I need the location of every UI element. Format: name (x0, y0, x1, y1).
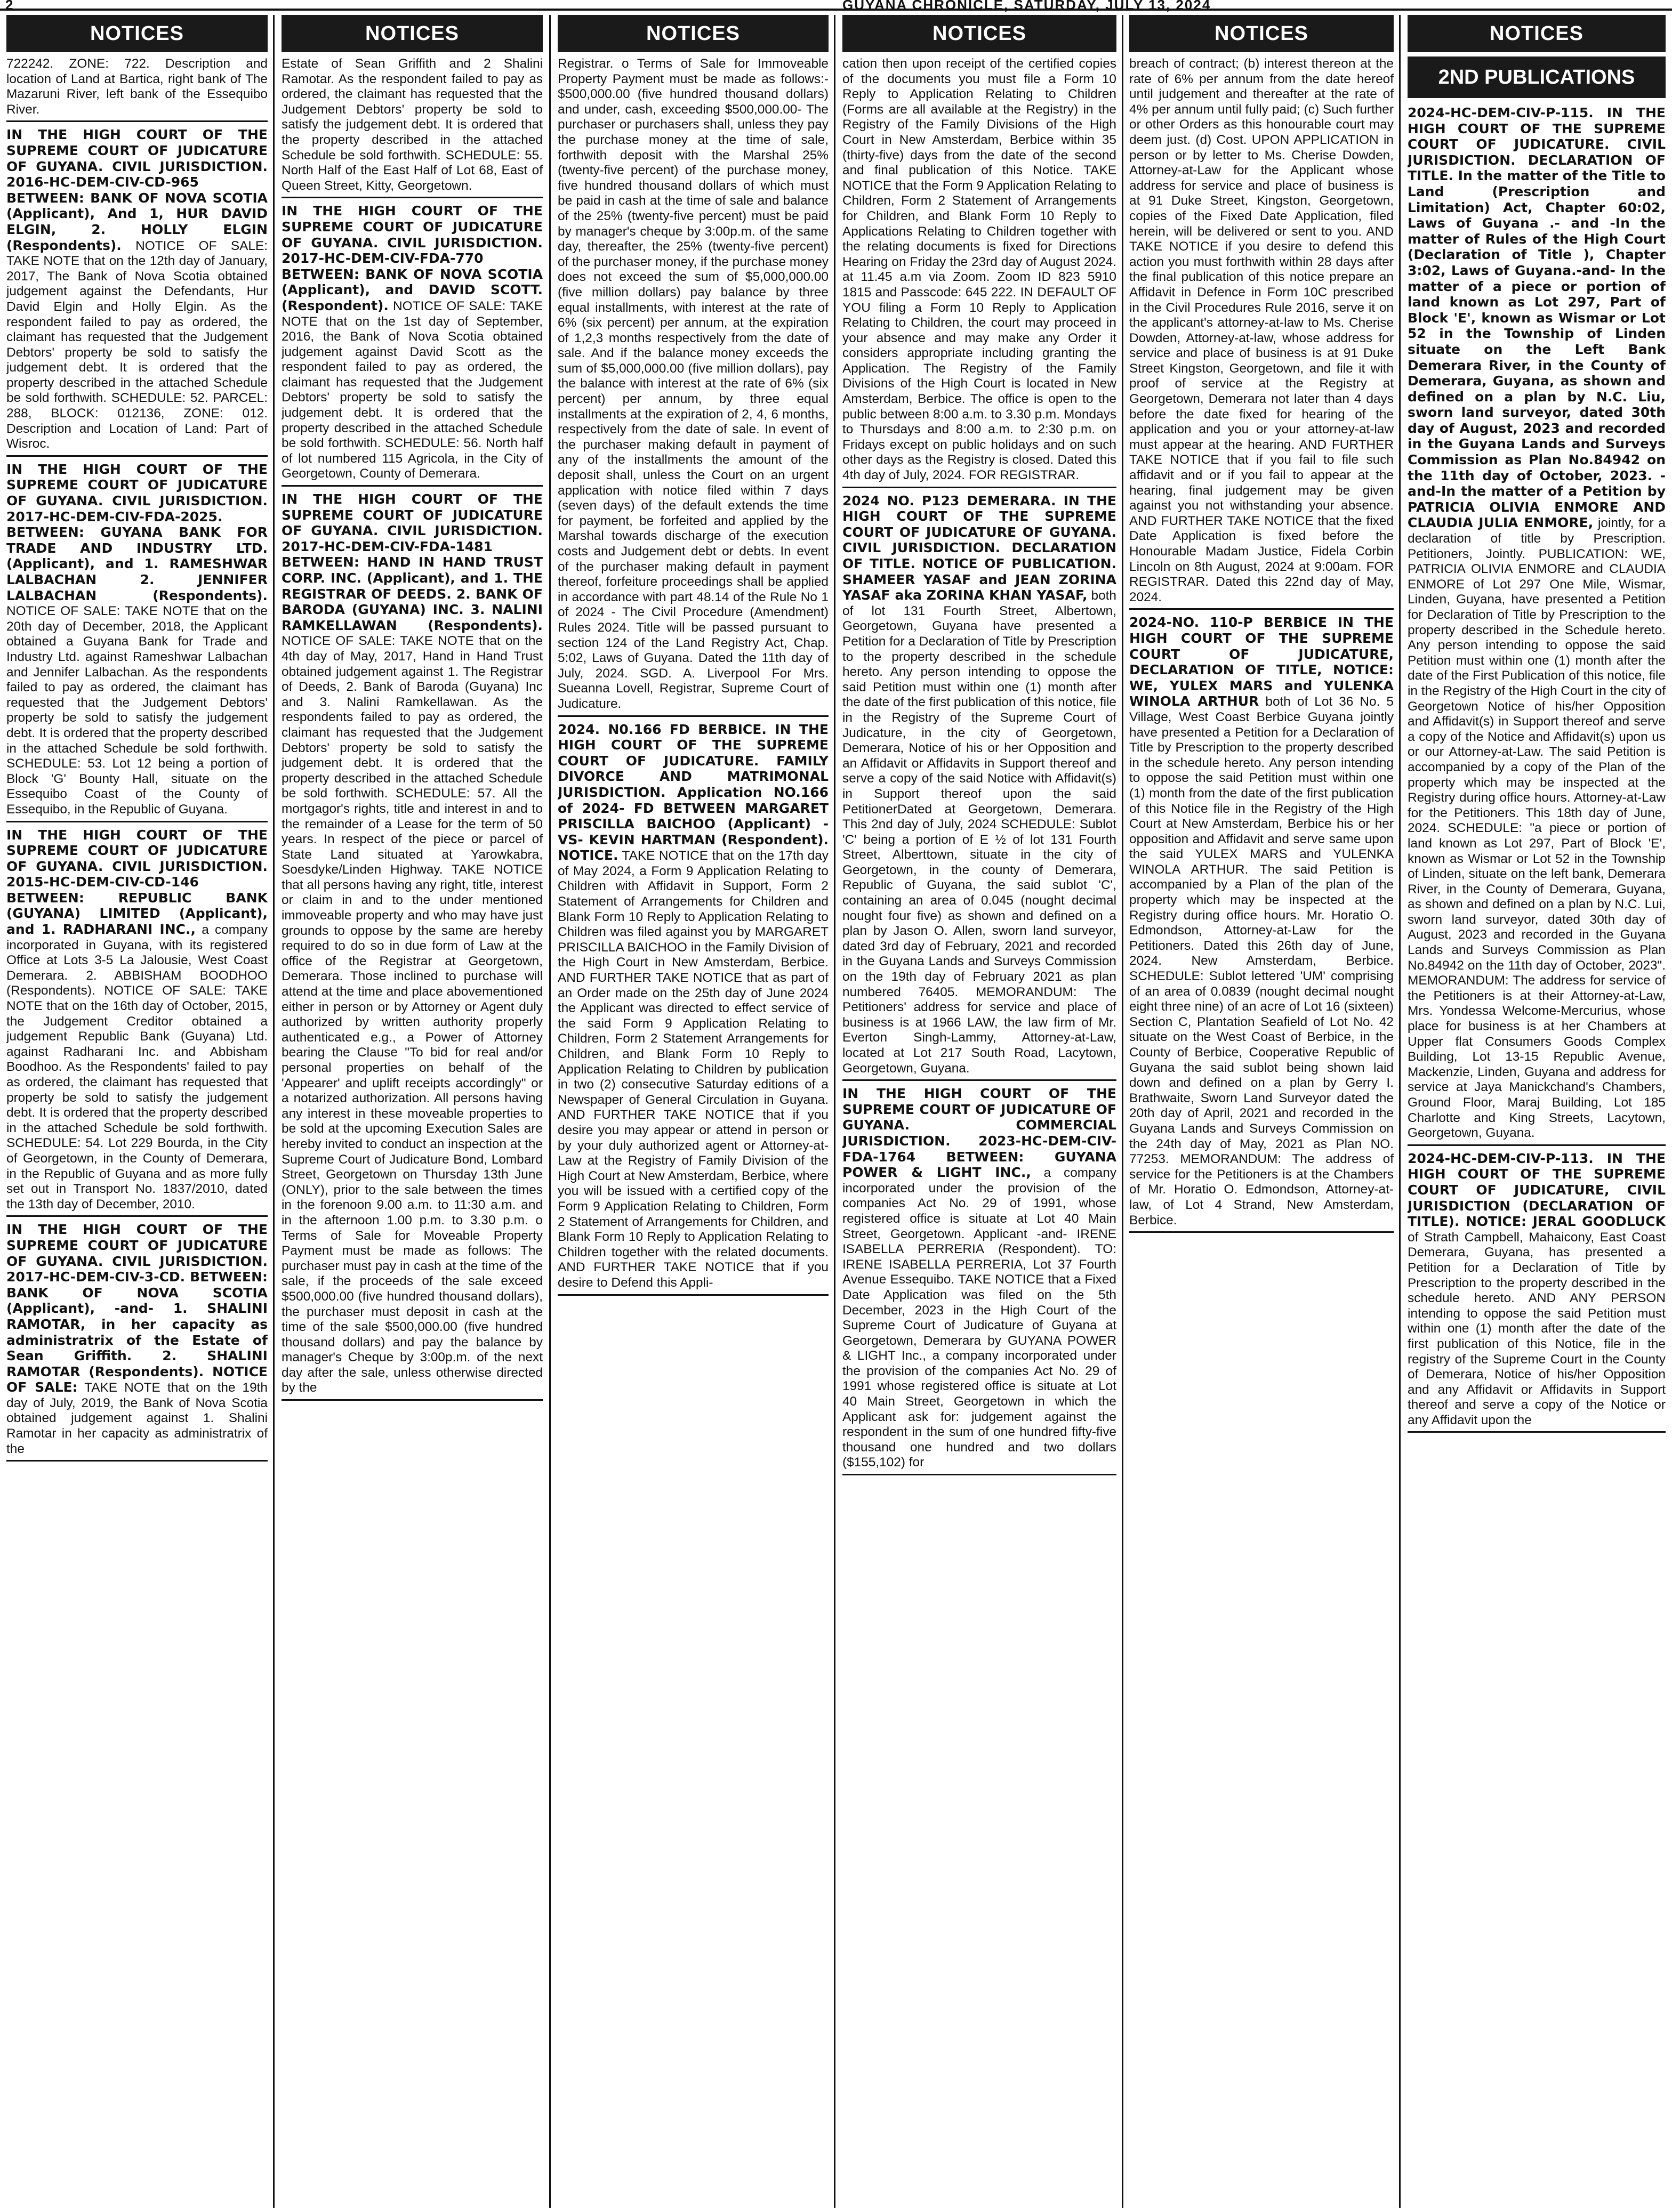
running-title: GUYANA CHRONICLE, SATURDAY, JULY 13, 2024 (842, 0, 1211, 13)
notice-body: a company incorporated under the provision of the companies Act No. 29 of 1991, whose registered office is situate at Lot 40 Main Street, Georgetown. Applicant -and- IRENE ISABELLA PERRERIA (Respondent). TO: IRENE ISABELLA PERRERIA, Lot 37 Fourth Avenue Essequibo. TAKE NOTICE that a Fixed Date Application was filed on the 5th December, 2023 in the High Court of the Supreme Court of Judicature of Guyana at Georgetown, Demerara by GUYANA POWER & LIGHT Inc., a company incorporated under the provision of the companies Act No. 29 of 1991 whose registered office is situate at Lot 40 Main Street, Georgetown in which the Applicant ask for: judgement against the respondent in the sum of one hundred fifty-five thousand one hundred and two dollars ($155,102) for (842, 1166, 1116, 1470)
notice-body: Estate of Sean Griffith and 2 Shalini Ramotar. As the respondent failed to pay as ordered, the claimant has requested that the Judgement Debtors' property be sold to satisfy the judgement debt. It is ordered that the property described in the attached Schedule be sold forthwith. SCHEDULE: 55. North Half of the East Half of Lot 68, East of Queen Street, Kitty, Georgetown. (282, 56, 543, 193)
notices-list (282, 56, 543, 1401)
notices-list (558, 56, 829, 1296)
notice-item (842, 494, 1116, 1081)
notice-body: TAKE NOTICE that on the 17th day of May 2024, a Form 9 Application Relating to Children with Affidavit in Support, Form 2 Statement of Arrangements for Children and Blank Form 10 Reply to Application Relating to Children was filed against you by MARGARET PRISCILLA BAICHOO in the Family Division of the High Court in New Amsterdam, Berbice. AND FURTHER TAKE NOTICE that as part of an Order made on the 25th day of June 2024 the Applicant was directed to effect service of the said Form 9 Application Relating to Children, Form 2 Statement Arrangements for Children, and Blank Form 10 Reply to Application Relating to Children by publication in two (2) consecutive Saturday editions of a Newspaper of General Circulation in Guyana. AND FURTHER TAKE NOTICE that if you desire you may appear or attend in person or by your duly authorized agent or Attorney-at-Law at the Registry of Family Division of the High Court at New Amsterdam, Berbice, where you will be issued with a certified copy of the Form 9 Application Relating to Children, Form 2 Statement of Arrangements for Children, and Blank Form 10 Reply to Application Relating to Children together with the related documents. AND FURTHER TAKE NOTICE that if you desire to Defend this Appli- (558, 849, 829, 1290)
notice-title: 2024-HC-DEM-CIV-P-115. IN THE HIGH COURT OF THE SUPREME COURT OF JUDICATURE. CIVIL JURISDICTION. DECLARATION OF TITLE. In the matter of the Title to Land (Prescription and Limitation) Act, Chapter 60:02, Laws of Guyana .- and -In the matter of Rules of the High Court (Declaration of Title ), Chapter 3:02, Laws of Guyana.-and- In the matter of a piece or portion of land known as Lot 297, Part of Block 'E', known as Wismar or Lot 52 in the Township of Linden situate on the Left Bank Demerara River, in the County of Demerara, Guyana, as shown and defined on a plan by N.C. Liu, sworn land surveyor, dated 30th day of August, 2023 and recorded in the Guyana Lands and Surveys Commission as Plan No.84942 on the 11th day of October, 2023. -and-In the matter of a Petition by PATRICIA OLIVIA ENMORE AND CLAUDIA JULIA ENMORE, (1408, 105, 1666, 531)
notice-body: breach of contract; (b) interest thereon at the rate of 6% per annum from the date hereof until judgement and thereafter at the rate of 4% per annum until fully paid; (c) Such further or other Orders as this honourable court may deem just. (d) Cost. UPON APPLICATION in person or by letter to Ms. Cherise Dowden, Attorney-at-Law for the Applicant whose address for service and place of business is at 91 Duke Street, Kingston, Georgetown, copies of the Fixed Date Application, filed herein, will be delivered or sent to you. AND TAKE NOTICE if you desire to defend this action you must forthwith within 28 days after the final publication of this notice prepare an Affidavit in Defence in Form 10C prescribed in the Civil Procedures Rule 2016, serve it on the applicant's attorney-at-law to Ms. Cherise Dowden, Attorney-at-law, whose address for service and place of business is at 91 Duke Street Kingston, Georgetown, and file it with proof of service at the Registry at Georgetown, Demerara not later than 4 days before the date fixed for hearing of the application and you or your attorney-at-law must appear at the hearing. AND FURTHER TAKE NOTICE that if you fail to file such affidavit and or if you fail to appear at the hearing, final judgement may be given against you not withstanding your absence. AND FURTHER TAKE NOTICE that the fixed Date Application is fixed before the Honourable Madam Justice, Fidela Corbin Lincoln on 8th August, 2024 at 9:00am. FOR REGISTRAR. Dated this 22nd day of May, 2024. (1129, 56, 1394, 604)
column-divider (1122, 15, 1123, 2208)
notice-item (558, 56, 829, 717)
notice-title: IN THE HIGH COURT OF THE SUPREME COURT OF JUDICATURE OF GUYANA. COMMERCIAL JURISDICTION. 2023-HC-DEM-CIV-FDA-1764 BETWEEN: GUYANA POWER & LIGHT INC., (842, 1086, 1116, 1181)
notice-title: 2024. N0.166 FD BERBICE. IN THE HIGH COURT OF THE SUPREME COURT OF JUDICATURE. FAMILY DIVORCE AND MATRIMONAL JURISDICTION. Application NO.166 of 2024- FD BETWEEN MARGARET PRISCILLA BAICHOO (Applicant) -VS- KEVIN HARTMAN (Respondent). NOTICE. (558, 721, 829, 863)
notice-item (6, 1222, 268, 1462)
notice-body: NOTICE OF SALE: TAKE NOTE that on the 20th day of December, 2018, the Applicant obtained a Guyana Bank for Trade and Industry Ltd. against Rameshwar Lalbachan and Jennifer Lalbachan. As the respondents failed to pay as ordered, the claimant has requested that the Judgement Debtors' property be sold to satisfy the judgement debt. It is ordered that the property described in the attached Schedule be sold forthwith. SCHEDULE: 53. Lot 12 being a portion of Block 'G' Bounty Hall, situate on the Essequibo Coast of the County of Essequibo, in the Republic of Guyana. (6, 604, 268, 817)
notice-title: IN THE HIGH COURT OF THE SUPREME COURT OF JUDICATURE OF GUYANA. CIVIL JURISDICTION. 2017-HC-DEM-CIV-FDA-1481 BETWEEN: HAND IN HAND TRUST CORP. INC. (Applicant), and 1. THE REGISTRAR OF DEEDS. 2. BANK OF BARODA (GUYANA) INC. 3. NALINI RAMKELLAWAN (Respondents). (282, 491, 543, 633)
notice-item (282, 204, 543, 487)
column-header: NOTICES (1408, 15, 1666, 52)
notice-item (282, 492, 543, 1401)
second-publications-banner: 2ND PUBLICATIONS (1408, 56, 1666, 98)
notice-title: IN THE HIGH COURT OF THE SUPREME COURT OF JUDICATURE OF GUYANA. CIVIL JURISDICTION. 2017-HC-DEM-CIV-FDA-770 BETWEEN: BANK OF NOVA SCOTIA (Applicant), and DAVID SCOTT. (Respondent). (282, 203, 543, 313)
notice-item (842, 1086, 1116, 1475)
column-divider (273, 15, 275, 2208)
notice-body: NOTICE OF SALE: TAKE NOTE that on the 12th day of January, 2017, The Bank of Nova Scotia obtained judgement against the Defendants, Hur David Elgin and Holly Elgin. As the respondent failed to pay as ordered, the claimant has requested that the Judgement Debtors' property be sold to satisfy the judgement debt. It is ordered that the property described in the attached Schedule be sold forthwith. SCHEDULE: 52. PARCEL: 288, BLOCK: 012136, ZONE: 012. Description and Location of Land: Part of Wisroc. (6, 238, 268, 451)
notice-item (6, 462, 268, 822)
column-header: NOTICES (558, 15, 829, 52)
notice-body: both of Lot 36 No. 5 Village, West Coast Berbice Guyana jointly have presented a Petition for a Declaration of Title by Prescription to the property described in the schedule hereto. Any person intending to oppose the said Petition must within one (1) month from the date of the first publication of this Notice file in the Registry of the High Court at New Amsterdam, Berbice his or her opposition and Affidavit and serve same upon the said YULEX MARS and YULENKA WINOLA ARTHUR. The said Petition is accompanied by a Plan of the plan of the property which may be inspected at the Registry during office hours. Mr. Horatio O. Edmondson, Attorney-at-Law for the Petitioners. Dated this 26th day of June, 2024. New Amsterdam, Berbice. SCHEDULE: Sublot lettered 'UM' comprising of an area of 0.0839 (nought decimal nought eight three nine) of an acre of Lot 16 (sixteen) Section C, Plantation Seafield of Lot No. 42 situate on the West Coast of Berbice, in the County of Berbice, Cooperative Republic of Guyana the said sublot being shown laid down and defined on a plan by Gerry I. Brathwaite, Sworn Land Surveyor dated the 20th day of April, 2021 and recorded in the Guyana Lands and Surveys Commission on the 24th day of May, 2021 as Plan NO. 77253. MEMORANDUM: The address of service for the Petitioners is at the Chambers of Mr. Horatio O. Edmondson, Attorney-at-law, of Lot 4 Strand, New Amsterdam, Berbice. (1129, 695, 1394, 1228)
column-4 (842, 15, 1116, 2208)
notice-item (282, 56, 543, 198)
notices-list (842, 56, 1116, 1475)
notice-item (1408, 106, 1666, 1146)
notice-body: cation then upon receipt of the certified copies of the documents you must file a Form 10 Reply to Application Relating to Children (Forms are all available at the Registry) in the Registry of the Family Divisions of the High Court in New Amsterdam, Berbice within 35 (thirty-five) days from the date of the second and final publication of this Notice. TAKE NOTICE that the Form 9 Application Relating to Children, Form 2 Statement of Arrangements for Children, and Blank Form 10 Reply to Applications Relating to Children together with the relating documents is fixed for Directions Hearing on Friday the 23rd day of August 2024. at 11.45 a.m via Zoom. Zoom ID 823 5910 1815 and Passcode: 645 222. IN DEFAULT OF YOU filing a Form 10 Reply to Application Relating to Children, the court may proceed in your absence and may make any Order it considers appropriate including granting the Application. The Registry of the Family Divisions of the High Court is located in New Amsterdam, Berbice. The office is open to the public between 8:00 a.m. to 3.30 p.m. Mondays to Thursdays and 8:00 a.m. to 2:30 p.m. on Fridays except on public holidays and on such other days as the Registry is closed. Dated this 4th day of July, 2024. FOR REGISTRAR. (842, 56, 1116, 483)
column-6 (1408, 15, 1666, 2208)
page-number: 2 (5, 0, 13, 13)
column-header: NOTICES (282, 15, 543, 52)
notices-list (6, 56, 268, 1462)
notice-title: IN THE HIGH COURT OF THE SUPREME COURT OF JUDICATURE OF GUYANA. CIVIL JURISDICTION. 2017-HC-DEM-CIV-FDA-2025. BETWEEN: GUYANA BANK FOR TRADE AND INDUSTRY LTD. (Applicant), and 1. RAMESHWAR LALBACHAN 2. JENNIFER LALBACHAN (Respondents). (6, 461, 268, 603)
notice-title: 2024-NO. 110-P BERBICE IN THE HIGH COURT OF THE SUPREME COURT OF JUDICATURE, DECLARATION OF TITLE, NOTICE: WE, YULEX MARS and YULENKA WINOLA ARTHUR (1129, 615, 1394, 709)
notices-list (1408, 106, 1666, 1433)
notice-item (6, 127, 268, 456)
notice-body: NOTICE OF SALE: TAKE NOTE that on the 1st day of September, 2016, the Bank of Nova Scotia obtained judgement against David Scott as the respondent failed to pay as ordered, the claimant has requested that the Judgement Debtors' property be sold to satisfy the judgement debt. It is ordered that the property described in the attached Schedule be sold forthwith. SCHEDULE: 56. North half of lot numbered 115 Agricola, in the City of Georgetown, County of Demerara. (282, 298, 543, 481)
notices-list (1129, 56, 1394, 1233)
notice-body: a company incorporated in Guyana, with its registered Office at Lots 3-5 La Jalousie, West Coast Demerara. 2. ABBISHAM BOODHOO (Respondents). NOTICE OF SALE: TAKE NOTE that on the 16th day of October, 2015, the Judgement Creditor obtained a judgement Republic Bank (Guyana) Ltd. against Radharani Inc. and Abbisham Boodhoo. As the Respondents' failed to pay as ordered, the claimant has requested that property be sold to satisfy the judgement debt. It is ordered that the property described in the attached Schedule be sold forthwith. SCHEDULE: 54. Lot 229 Bourda, in the City of Georgetown, in the County of Demerara, in the Republic of Guyana and as more fully set out in Transport No. 1837/2010, dated the 13th day of December, 2010. (6, 923, 268, 1212)
column-header: NOTICES (1129, 15, 1394, 52)
notice-title: 2024-HC-DEM-CIV-P-113. IN THE HIGH COURT OF THE SUPREME COURT OF JUDICATURE, CIVIL JURISDICTION (DECLARATION OF TITLE). NOTICE: JERAL GOODLUCK (1408, 1150, 1666, 1230)
notice-title: 2024 NO. P123 DEMERARA. IN THE HIGH COURT OF THE SUPREME COURT OF JUDICATURE OF GUYANA. CIVIL JURISDICTION. DECLARATION OF TITLE. NOTICE OF PUBLICATION. SHAMEER YASAF and JEAN ZORINA YASAF aka ZORINA KHAN YASAF, (842, 493, 1116, 603)
notice-body: Registrar. o Terms of Sale for Immoveable Property Payment must be made as follows:- $500,000.00 (five hundred thousand dollars) and under, cash, exceeding $500,000.00- The purchaser or purchasers shall, unless they pay the purchase money at the time of sale, forthwith deposit with the Marshal 25% (twenty-five percent) of the purchase money, five hundred thousand dollars of which must be paid in cash at the time of sale and balance of the 25% (twenty-five percent) must be paid by manager's cheque by 3:00p.m. of the same day, thereafter, the 25% (twenty-five percent) of the purchaser money, if the purchase money does not exceed the sum of $5,000,000.00 (five million dollars) pay balance by three equal installments, with interest at the rate of 6% (six percent) per annum, at the expiration of 1,2,3 months respectively from the date of sale. And if the balance money exceeds the sum of $5,000,000.00 (five million dollars), pay the balance with interest at the rate of 6% (six percent) per annum, by three equal installments at the expiration of 2, 4, 6 months, respectively from the date of sale. In event of the purchaser making default in payment of any of the installments the amount of the deposit shall, unless the Court on an urgent application with notice filed within 7 days (seven days) of the default extends the time for payment, be forfeited and applied by the Marshal towards discharge of the execution costs and Judgement debt or debts. In event of the purchaser making default in payment thereof, forfeiture proceedings shall be applied in accordance with part 48.14 of the Rule No 1 of 2024 - The Civil Procedure (Amendment) Rules 2024. Title will be passed pursuant to section 124 of the Land Registry Act, Chap. 5:02, Laws of Guyana. Dated the 11th day of July, 2024. SGD. A. Liverpool For Mrs. Sueanna Lovell, Registrar, Supreme Court of Judicature. (558, 56, 829, 711)
notice-body: of Strath Campbell, Mahaicony, East Coast Demerara, Guyana, has presented a Petition for a Declaration of Title by Prescription to the property described in the schedule hereto. AND ANY PERSON intending to oppose the said Petition must within one (1) month after the date of the first publication of this Notice, file in the registry of the Supreme Court in the County of Demerara, Notice of his/her Opposition and any Affidavit or Affidavits in Support thereof and serve a copy of the Notice or any Affidavit upon the (1408, 1230, 1666, 1427)
column-divider (1399, 15, 1401, 2208)
column-header: NOTICES (842, 15, 1116, 52)
column-5 (1129, 15, 1394, 2208)
notice-title: IN THE HIGH COURT OF THE SUPREME COURT OF JUDICATURE OF GUYANA. CIVIL JURISDICTION. 2015-HC-DEM-CIV-CD-146 BETWEEN: REPUBLIC BANK (GUYANA) LIMITED (Applicant), and 1. RADHARANI INC., (6, 827, 268, 938)
notice-item (1408, 1151, 1666, 1433)
notice-body: jointly, for a declaration of title by Prescription. Petitioners, Jointly. PUBLICATION: WE, PATRICIA OLIVIA ENMORE and CLAUDIA ENMORE of Lot 297 One Mile, Wismar, Linden, Guyana, have presented a Petition for Declaration of Title by Prescription to the property described in the Schedule hereto. Any person intending to oppose the said Petition must within one (1) month after the date of the First Publication of this notice, file in the Registry of the High Court in the city of Georgetown Notice of his/her Opposition and Affidavit(s) in Support thereof and serve a copy of the Notice and Affidavit(s) upon us or our Attorney-at-Law. The said Petition is accompanied by a copy of the Plan of the property which may be inspected at the Registry during office hours. Attorney-at-Law for the Petitioners. This 18th day of June, 2024. SCHEDULE: "a piece or portion of land known as Lot 297, Part of Block 'E', known as Wismar or Lot 52 in the Township of Linden, situate on the left bank, Demerara River, in the County of Demerara, Guyana, as shown and defined on a plan by N.C. Lui, sworn land surveyor, dated 30th day of August, 2023 and recorded in the Guyana Lands and Surveys Commission as Plan No.84942 on the 11th day of October, 2023". MEMORANDUM: The address for service of the Petitioners is at their Attorney-at-Law, Mrs. Yondessa Welcome-Mercurius, whose place for business is at her Chambers at Upper flat Consumers Goods Complex Building, Lot 13-15 Republic Avenue, Mackenzie, Linden, Guyana and address for service at Jaya Manickchand's Chambers, Ground Floor, Maraj Building, Lot 185 Charlotte and King Streets, Lacytown, Georgetown, Guyana. (1408, 516, 1666, 1141)
notice-item (842, 56, 1116, 488)
notice-item (6, 828, 268, 1217)
notice-item (1129, 56, 1394, 610)
column-3 (558, 15, 829, 2208)
notice-item (6, 56, 268, 122)
column-2 (282, 15, 543, 2208)
column-divider (834, 15, 835, 2208)
notice-body: TAKE NOTE that on the 19th day of July, 2019, the Bank of Nova Scotia obtained judgement against 1. Shalini Ramotar in her capacity as administratrix of the (6, 1381, 268, 1456)
notice-body: both of lot 131 Fourth Street, Albertown, Georgetown, Guyana have presented a Petition for a Declaration of Title by Prescription to the property described in the schedule hereto. Any person intending to oppose the said Petition must within one (1) month after the date of the first publication of this notice, file in the Registry of the Supreme Court of Judicature, in the city of Georgetown, Demerara, Notice of his or her Opposition and an Affidavit or Affidavits in Support thereof and serve a copy of the said Notice with Affidavit(s) in Support thereof upon the said PetitionerDated at Georgetown, Demerara. This 2nd day of July, 2024 SCHEDULE: Sublot 'C' being a portion of E ½ of lot 131 Fourth Street, Alberttown, situate in the city of Georgetown, in the county of Demerara, Republic of Guyana, the said sublot 'C', containing an area of 0.045 (nought decimal nought four five) as shown and defined on a plan by Jason O. Allen, sworn land surveyor, dated 3rd day of February, 2021 and recorded in the Guyana Lands and Surveys Commission on the 19th day of February 2021 as plan numbered 76405. MEMORANDUM: The Petitioners' address for service and place of business is at 1966 LAW, the law firm of Mr. Everton Singh-Lammy, Attorney-at-Law, located at Lot 217 South Road, Lacytown, Georgetown, Guyana. (842, 588, 1116, 1076)
notice-body: NOTICE OF SALE: TAKE NOTE that on the 4th day of May, 2017, Hand in Hand Trust obtained judgement against 1. The Registrar of Deeds, 2. Bank of Baroda (Guyana) Inc and 3. Nalini Ramkellawan. As the respondents failed to pay as ordered, the claimant has requested that the Judgement Debtors' property be sold to satisfy the judgement debt. It is ordered that the property described in the attached Schedule be sold forthwith. SCHEDULE: 57. All the mortgagor's rights, title and interest in and to the remainder of a Lease for the term of 50 years. In respect of the piece or parcel of State Land situated at Yarowkabra, Soesdyke/Linden Highway. TAKE NOTICE that all persons having any right, title, interest or claim in and to the under mentioned immoveable property and who may have just grounds to oppose by the same are hereby required to do so in due form of Law at the office of the Registrar at Georgetown, Demerara. Those inclined to purchase will attend at the time and place abovementioned either in person or by Attorney or Agent duly authorized by written authority properly authenticated e.g., a Power of Attorney bearing the Clause "To bid for real and/or personal properties on behalf of the 'Appearer' and uplift receipts accordingly" or a notarized authorization. All persons having any interest in these moveable properties to be sold at the upcoming Execution Sales are hereby invited to conduct an inspection at the Supreme Court of Judicature Bond, Lombard Street, Georgetown on Thursday 13th June (ONLY), prior to the sale between the times in the forenoon 9.00 a.m. to 11:30 a.m. and in the afternoon 1.00 p.m. to 3.30 p.m. o Terms of Sale for Moveable Property Payment must be made as follows: The purchaser must pay in cash at the time of the sale, if the proceeds of the sale exceed $500,000.00 (five hundred thousand dollars), the purchaser must deposit in cash at the time of the sale $500,000.00 (five hundred thousand dollars) and pay the balance by manager's Cheque by 3:00p.m. of the next day after the sale, unless otherwise directed by the (282, 634, 543, 1395)
column-1 (6, 15, 268, 2208)
notice-body: 722242. ZONE: 722. Description and location of Land at Bartica, right bank of The Mazaruni River, left bank of the Essequibo River. (6, 56, 268, 117)
notice-title: IN THE HIGH COURT OF THE SUPREME COURT OF JUDICATURE OF GUYANA. CIVIL JURISDICTION. 2017-HC-DEM-CIV-3-CD. BETWEEN: BANK OF NOVA SCOTIA (Applicant), -and- 1. SHALINI RAMOTAR, in her capacity as administratrix of the Estate of Sean Griffith. 2. SHALINI RAMOTAR (Respondents). NOTICE OF SALE: (6, 1222, 268, 1395)
notice-item (558, 722, 829, 1296)
notice-title: IN THE HIGH COURT OF THE SUPREME COURT OF JUDICATURE OF GUYANA. CIVIL JURISDICTION. 2016-HC-DEM-CIV-CD-965 BETWEEN: BANK OF NOVA SCOTIA (Applicant), And 1, HUR DAVID ELGIN, 2. HOLLY ELGIN (Respondents). (6, 127, 268, 253)
column-divider (549, 15, 551, 2208)
column-header: NOTICES (6, 15, 268, 52)
top-rule (0, 0, 1672, 11)
notice-item (1129, 615, 1394, 1233)
